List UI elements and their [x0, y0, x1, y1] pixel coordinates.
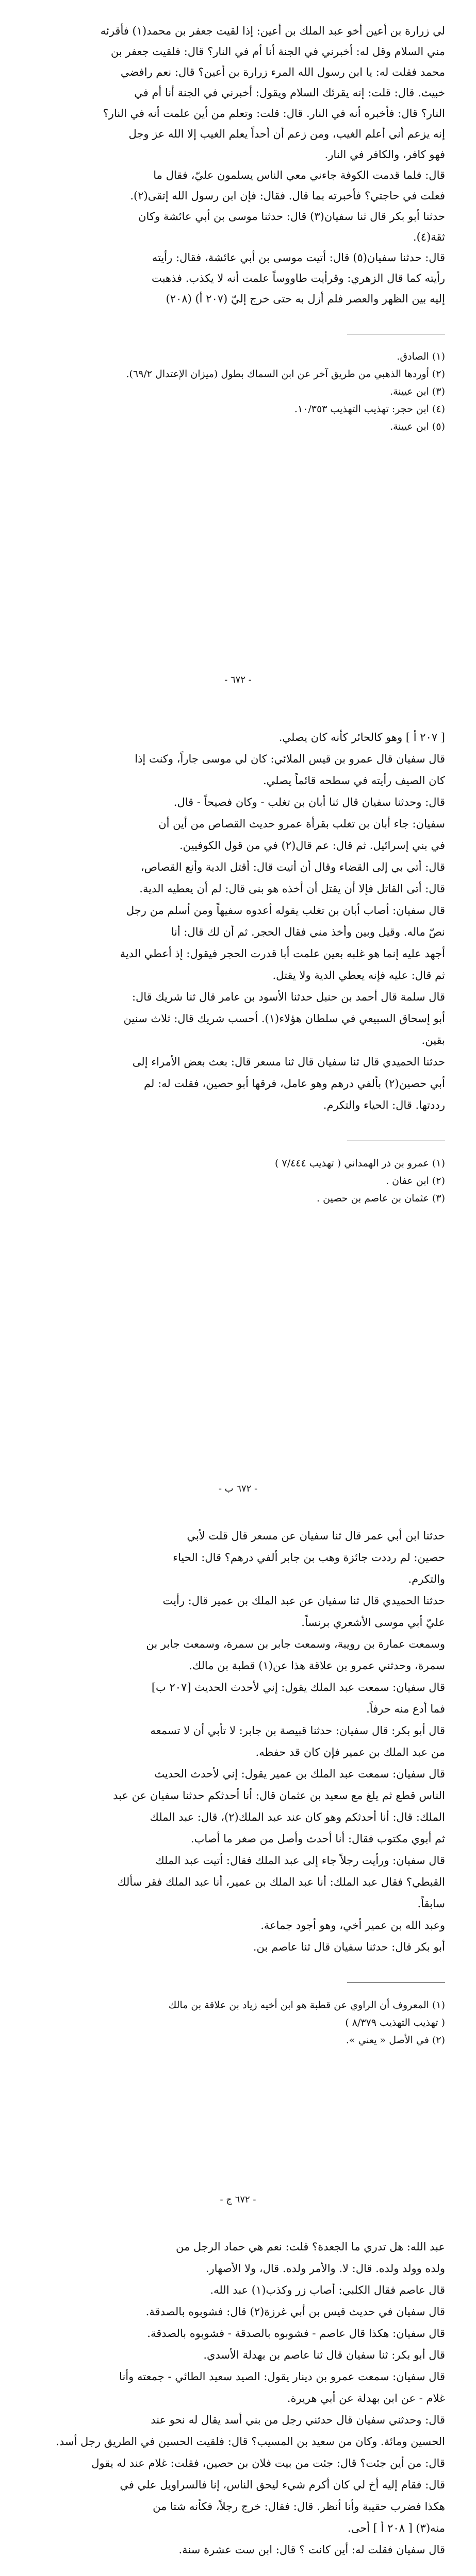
page-number: - ٦٧٢ ب -	[218, 1483, 258, 1494]
text-line: رددتها. قال: الحياء والتكرم.	[323, 1099, 445, 1111]
footnote: (٣) عثمان بن عاصم بن حصين .	[317, 1193, 445, 1204]
page-three	[31, 1520, 445, 2205]
text-line: محمد فقلت له: يا ابن رسول الله المرء زرارة بن أعين؟ قال: نعم رافضي	[120, 66, 445, 78]
text-line: منه(٣) [ ٢٠٨ أ ] أحى.	[348, 2522, 445, 2534]
text-line: إليه بين الظهر والعصر فلم أزل به حتى خرج إليّ (٢٠٧ أ) (٢٠٨)	[166, 293, 445, 305]
text-line: بقين.	[421, 1034, 445, 1046]
text-line: الملك: قال: أنا أحدثكم وهو كان عند عبد الملك(٢)، قال: عبد الملك	[150, 1811, 445, 1823]
text-line: ولده وولد ولده. قال: لا. والأمر ولده. قال، ولا الأصهار.	[205, 2262, 445, 2275]
text-line: خبيث. قال: قلت: إنه يقرئك السلام ويقول: أخبرني في الجنة أنا أم في	[134, 87, 445, 99]
text-line: سمرة، وحدثني عمرو بن علاقة هذا عن(١) قطبة بن مالك.	[189, 1659, 445, 1672]
text-line: سفيان: جاء أبان بن تغلب بقرأة عمرو حديث القصاص من أين أن	[158, 818, 445, 830]
body-text	[31, 726, 445, 1116]
footnote: (١) المعروف أن الراوي عن قطبة هو ابن أخيه زياد بن علاقة بن مالك	[168, 1999, 445, 2011]
text-line: مني السلام وقل له: أخبرني في الجنة أنا أم في النار؟ قال: فلقيت جعفر بن	[110, 45, 445, 58]
text-line: قال سفيان: سمعت عبد الملك يقول: إني لأحدث الحديث [٢٠٧ ب]	[151, 1681, 445, 1693]
text-line: قال سفيان: سمعت عبد الملك بن عمير يقول: إني لأحدث الحديث	[154, 1768, 445, 1780]
text-line: قال: فقام إليه أخ لي كان أكرم شيء ليحق الناس، إنا فالسراويل علي في	[120, 2479, 445, 2491]
text-line: نصّ ماله. وقيل وبين وأخذ مني فقال الحجر. ثم أن لك قال: أنا	[171, 926, 445, 938]
text-line: قال: وحدثني سفيان قال حدثني رجل من بني أسد يقال له نحو عند	[151, 2414, 445, 2426]
text-line: القبطي؟ فقال عبد الملك: أنا عبد الملك بن عمير، أنا عبد الملك فقر سألك	[117, 1876, 445, 1888]
footnotes	[31, 1996, 445, 2049]
text-line: هكذا فضرب حقيبة وأنا أنظر. قال: فقال: خرج رجلاً، فكأنه شتا من	[153, 2500, 445, 2513]
text-line: قال أبو بكر: قال سفيان: حدثنا قبيصة بن جابر: لا تأبي أن لا تسمعه	[150, 1724, 445, 1737]
text-line: وعبد الله بن عمير أخي، وهو أجود جماعة.	[260, 1919, 445, 1931]
body-text	[31, 1525, 445, 1958]
text-line: ثقة(٤).	[413, 231, 445, 243]
text-line: ثم أبوي مكتوب فقال: أنا أحدث وأصل من صغر ما أصاب.	[190, 1833, 445, 1845]
text-line: رأيته كما قال الزهري: وقرأيت طاووساً علمت أنه لا يكذب. فذهبت	[151, 272, 445, 284]
footnote: ( تهذيب التهذيب ٨/٣٧٩ )	[345, 2017, 445, 2028]
text-line: فهو كافر، والكافر في النار.	[324, 148, 445, 161]
text-line: في بني إسرائيل. ثم قال: عم قال(٢) في من قول الكوفيين.	[179, 839, 445, 852]
text-line: عليّ أبي موسى الأشعري برنساً.	[301, 1616, 445, 1629]
text-line: من عبد الملك بن عمير فإن كان قد حفظه.	[255, 1746, 445, 1758]
text-line: فما أدع منه حرفاً.	[366, 1703, 445, 1715]
text-line: حدثنا ابن أبي عمر قال ثنا سفيان عن مسعر قال قلت لأبي	[187, 1530, 445, 1542]
footnotes	[31, 1155, 445, 1207]
text-line: قال سفيان: سمعت عمرو بن دينار يقول: الصيد سعيد الطائي - جمعته وأنا	[119, 2370, 445, 2383]
text-line: قال: من أين جئت؟ قال: جئت من بيت فلان بن حصين، فقلت: غلام عند له يقول	[91, 2457, 445, 2469]
text-line: حدثنا الحميدي قال ثنا سفيان قال ثنا مسعر قال: بعث بعض الأمراء إلى	[132, 1056, 445, 1068]
text-line: قال: وحدثنا سفيان قال ثنا أبان بن تغلب - وكان فصيحاً - قال.	[173, 796, 445, 808]
text-line: وسمعت عمارة بن رويبة، وسمعت جابر بن سمرة، وسمعت جابر بن	[146, 1638, 445, 1650]
text-line: ثم قال: عليه فإنه يعطي الدية ولا يقتل.	[272, 969, 445, 981]
text-line: قال سفيان: هكذا قال عاصم - فشوبوه بالصدقة - فشوبوه بالصدقة.	[147, 2327, 445, 2340]
footnote: (٢) أوردها الذهبي من طريق آخر عن ابن السماك بطول (ميزان الإعتدال ٦٩/٢).	[126, 368, 445, 380]
text-line: قال: حدثنا سفيان(٥) قال: أتيت موسى بن أبي عائشة، فقال: رأيته	[152, 251, 445, 264]
text-line: قال سفيان في حديث قيس بن أبي غرزة(٢) قال: فشوبوه بالصدقة.	[145, 2306, 445, 2318]
page-two	[31, 721, 445, 1494]
text-line: غلام - عن ابن بهدلة عن أبي هريرة.	[287, 2392, 445, 2404]
text-line: كان الصيف رأيته في سطحه قائماً يصلي.	[263, 774, 445, 787]
page-number: - ٦٧٢ -	[224, 674, 252, 685]
footnote: (٥) ابن عيينة.	[390, 421, 445, 432]
text-line: قال: أتى القاتل فإلا أن يقتل أن أخذه هو بنى قال: لم أن يعطيه الدية.	[139, 883, 445, 895]
text-line: فعلت في حاجتي؟ فأخبرته بما قال. فقال: فإن ابن رسول الله إتقى(٢).	[130, 190, 445, 202]
text-line: النار؟ قال: فأخبره أنه في النار. قال: قلت: وتعلم من أين علمت أنه في النار؟	[103, 107, 445, 120]
text-line: قال أبو بكر: ثنا سفيان قال ثنا عاصم بن بهدلة الأسدي.	[203, 2349, 445, 2361]
footnote: (٣) ابن عيينة.	[390, 386, 445, 397]
text-line: قال سلمة قال أحمد بن حنبل حدثنا الأسود بن عامر قال ثنا شريك قال:	[132, 991, 445, 1003]
text-line: قال عاصم فقال الكلبي: أصاب زر وكذب(١) عبد الله.	[210, 2284, 445, 2296]
text-line: قال سفيان: ورأيت رجلاً جاء إلى عبد الملك فقال: أتيت عبد الملك	[155, 1854, 445, 1867]
page-one	[31, 15, 445, 685]
text-line: أبي حصين(٢) بألفي درهم وهو عامل، فرقها أبو حصين، فقلت له: لم	[144, 1077, 445, 1090]
footnote: (١) عمرو بن ذر الهمداني ( تهذيب ٧/٤٤٤ )	[275, 1158, 445, 1169]
text-line: أبو بكر قال: حدثنا سفيان قال ثنا عاصم بن.	[253, 1941, 445, 1953]
text-line: أبو إسحاق السبيعي في سلطان هؤلاء(١). أحسب شريك قال: ثلاث سنين	[123, 1012, 445, 1025]
text-line: والتكرم.	[408, 1573, 445, 1585]
body-text	[31, 21, 445, 309]
page-number: - ٦٧٢ ج -	[220, 2194, 256, 2205]
text-line: قال: أتي بي إلى القضاء وقال أن أتيت قال: أقتل الدية وأنع القصاص،	[140, 861, 445, 873]
text-line: الناس قطع ثم يلغ مع سعيد بن عثمان قال: أنا أحدثكم حدثنا سفيان عن عبد	[113, 1789, 445, 1802]
text-line: أجهد عليه إنما هو غلبه بعين علمت أبا قدرت الحجر فيقول: إذ أعطي الدية	[120, 947, 445, 960]
footnote: (١) الصادق.	[397, 351, 445, 362]
text-line: قال: فلما قدمت الكوفة جاءني معي الناس يسلمون عليّ، فقال ما	[153, 169, 445, 181]
text-line: [ ٢٠٧ أ ] وهو كالحائر كأنه كان يصلي.	[278, 731, 445, 743]
text-line: سابقاً.	[417, 1897, 445, 1910]
text-line: الحسين ومائة. وكان من سعيد بن المسيب؟ قال: فلقيت الحسين في الطريق رجل أسد.	[56, 2435, 445, 2448]
footnote: (٤) ابن حجر: تهذيب التهذيب ١٠/٣٥٣.	[294, 403, 445, 415]
text-line: قال سفيان فقلت له: أين كانت ؟ قال: ابن ست عشرة سنة.	[178, 2544, 445, 2556]
text-line: حصين: لم رددت جائزة وهب بن جابر ألفي درهم؟ قال: الحياء	[173, 1551, 445, 1564]
text-line: لي زرارة بن أعين أخو عبد الملك بن أعين: إذا لقيت جعفر بن محمد(١) فأقرئه	[100, 25, 445, 37]
text-line: عبد الله: هل تدري ما الجعدة؟ قلت: نعم هي حماد الرجل من	[175, 2241, 445, 2253]
text-line: إنه يزعم أني أعلم الغيب، ومن زعم أن أحداً يعلم الغيب إلا الله عز وجل	[128, 128, 445, 140]
footnote-separator	[347, 1982, 445, 1983]
footnote: (٢) في الأصل « يعني ».	[346, 2035, 445, 2046]
page-four	[31, 2231, 445, 2576]
footnotes	[31, 348, 445, 435]
text-line: حدثنا أبو بكر قال ثنا سفيان(٣) قال: حدثنا موسى بن أبي عائشة وكان	[138, 210, 445, 223]
footnote: (٢) ابن عفان .	[386, 1175, 445, 1187]
text-line: حدثنا الحميدي قال ثنا سفيان عن عبد الملك بن عمير قال: رأيت	[162, 1595, 445, 1607]
text-line: قال سفيان: أصاب أبان بن تغلب يقوله أعدوه سفيهاً ومن أسلم من رجل	[126, 904, 445, 917]
text-line: قال سفيان قال عمرو بن قيس الملائي: كان لي موسى جاراً، وكنت إذا	[135, 753, 445, 765]
body-text	[31, 2236, 445, 2561]
